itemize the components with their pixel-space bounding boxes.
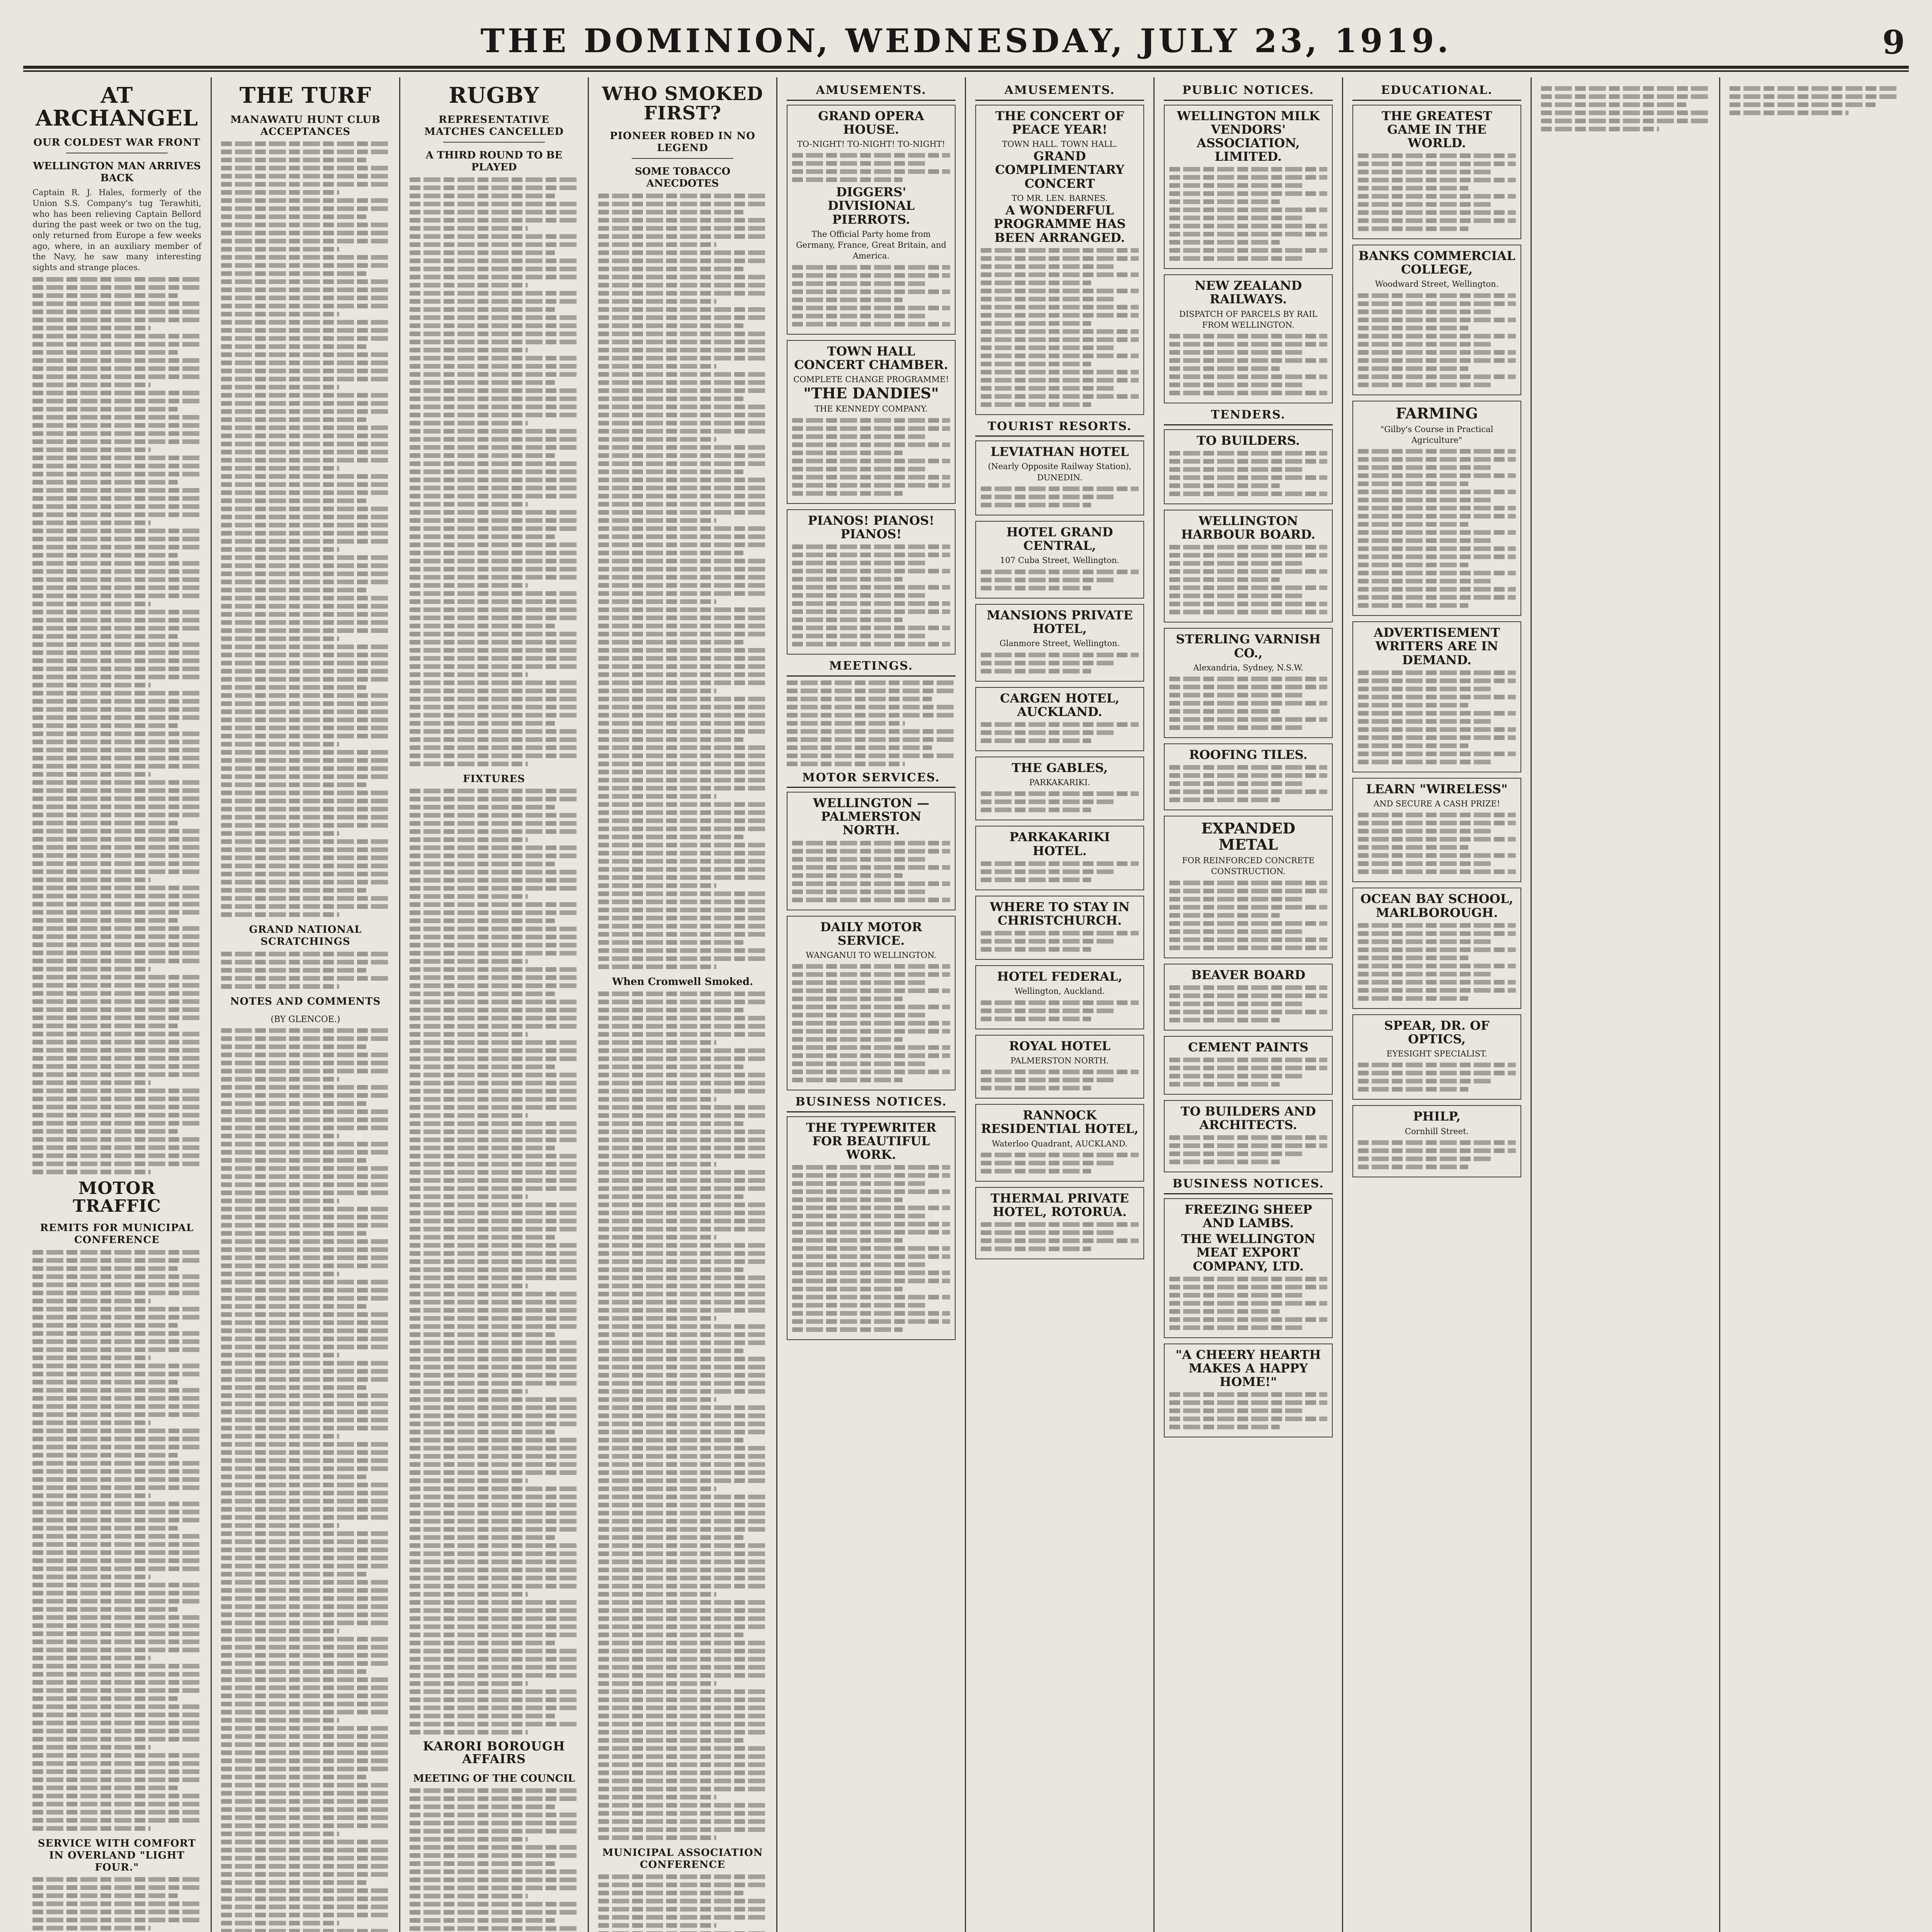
article-subhead: OUR COLDEST WAR FRONT bbox=[33, 136, 201, 148]
article-subhead: REMITS FOR MUNICIPAL CONFERENCE bbox=[40, 1222, 194, 1246]
ad-title: "THE DANDIES" bbox=[803, 384, 939, 402]
ad-title: TO BUILDERS. bbox=[1196, 433, 1300, 448]
ad-line: 107 Cuba Street, Wellington. bbox=[1000, 556, 1120, 565]
advertisement bbox=[1352, 105, 1521, 240]
ad-title: TOWN HALL CONCERT CHAMBER. bbox=[794, 344, 948, 372]
ad-title: WELLINGTON — PALMERSTON NORTH. bbox=[813, 796, 929, 838]
ad-title: EXPANDED METAL bbox=[1201, 820, 1296, 854]
section-heading: AMUSEMENTS. bbox=[787, 84, 956, 101]
ad-title: OCEAN BAY SCHOOL, MARLBOROUGH. bbox=[1360, 891, 1514, 920]
article-body bbox=[221, 1028, 390, 1932]
article-body bbox=[598, 194, 767, 969]
ad-line: TO-NIGHT! TO-NIGHT! TO-NIGHT! bbox=[797, 139, 946, 149]
advertisement bbox=[975, 440, 1144, 515]
ad-line: AND SECURE A CASH PRIZE! bbox=[1373, 799, 1500, 809]
article-subhead: MANAWATU HUNT CLUB ACCEPTANCES bbox=[230, 114, 381, 138]
column-continuation-b bbox=[1720, 77, 1909, 1932]
ad-line: Alexandria, Sydney, N.S.W. bbox=[1193, 663, 1303, 672]
divider bbox=[443, 142, 544, 143]
classified-body bbox=[1730, 86, 1900, 115]
ad-title: BANKS COMMERCIAL COLLEGE, bbox=[1358, 248, 1515, 277]
article-subhead: REPRESENTATIVE MATCHES CANCELLED bbox=[424, 114, 564, 138]
advertisement bbox=[1352, 778, 1521, 883]
ad-line: PALMERSTON NORTH. bbox=[1010, 1056, 1109, 1065]
advertisement bbox=[975, 1104, 1144, 1182]
article-subhead: PIONEER ROBED IN NO LEGEND bbox=[610, 130, 755, 154]
ad-line: PARKAKARIKI. bbox=[1029, 778, 1090, 787]
article-headline: MOTOR TRAFFIC bbox=[73, 1178, 161, 1216]
ad-line: TOWN HALL. TOWN HALL. bbox=[1002, 139, 1117, 149]
ad-title: RANNOCK RESIDENTIAL HOTEL, bbox=[981, 1108, 1139, 1136]
ad-line: Woodward Street, Wellington. bbox=[1375, 279, 1499, 289]
column-amusements-a bbox=[777, 77, 966, 1932]
notice-body bbox=[787, 680, 956, 766]
advertisement bbox=[1164, 274, 1333, 403]
column-archangel bbox=[23, 77, 212, 1932]
ad-line: COMPLETE CHANGE PROGRAMME! bbox=[793, 375, 949, 384]
article-body bbox=[221, 141, 390, 917]
advertisement bbox=[1164, 1344, 1333, 1438]
advertisement bbox=[787, 916, 956, 1091]
ad-title: FARMING bbox=[1396, 404, 1478, 422]
classified-body bbox=[1541, 86, 1710, 131]
ad-title: PIANOS! PIANOS! PIANOS! bbox=[808, 513, 935, 541]
ad-title: LEARN "WIRELESS" bbox=[1366, 781, 1508, 796]
newspaper-title: THE DOMINION, WEDNESDAY, JULY 23, 1919. bbox=[480, 21, 1452, 60]
advertisement bbox=[787, 792, 956, 910]
advertisement bbox=[1164, 1100, 1333, 1172]
column-turf bbox=[212, 77, 400, 1932]
section-heading: PUBLIC NOTICES. bbox=[1164, 84, 1333, 101]
ad-line: WANGANUI TO WELLINGTON. bbox=[806, 950, 937, 960]
article-body bbox=[598, 992, 767, 1840]
advertisement bbox=[787, 1116, 956, 1340]
column-educational bbox=[1343, 77, 1532, 1932]
ad-title: WELLINGTON MILK VENDORS' ASSOCIATION, LIMITED. bbox=[1177, 108, 1320, 164]
ad-title: FREEZING SHEEP AND LAMBS. bbox=[1184, 1202, 1312, 1230]
ad-title: HOTEL GRAND CENTRAL, bbox=[1006, 525, 1113, 553]
advertisement bbox=[1164, 1198, 1333, 1338]
ad-title: "A CHEERY HEARTH MAKES A HAPPY HOME!" bbox=[1175, 1347, 1321, 1389]
ad-title: HOTEL FEDERAL, bbox=[997, 969, 1122, 984]
advertisement bbox=[1164, 105, 1333, 269]
advertisement bbox=[787, 509, 956, 655]
advertisement bbox=[787, 340, 956, 504]
page-columns bbox=[23, 77, 1909, 1932]
ad-line: Glanmore Street, Wellington. bbox=[999, 639, 1120, 648]
article-subhead: GRAND NATIONAL SCRATCHINGS bbox=[249, 924, 362, 948]
ad-line: DISPATCH OF PARCELS BY RAIL FROM WELLINGTON. bbox=[1179, 309, 1318, 330]
ad-line: FOR REINFORCED CONCRETE CONSTRUCTION. bbox=[1182, 855, 1315, 876]
column-continuation-a bbox=[1532, 77, 1720, 1932]
advertisement bbox=[975, 687, 1144, 751]
advertisement bbox=[1164, 816, 1333, 958]
article-headline: KARORI BOROUGH AFFAIRS bbox=[423, 1738, 565, 1767]
article-headline: AT ARCHANGEL bbox=[36, 83, 198, 131]
ad-title: WELLINGTON HARBOUR BOARD. bbox=[1181, 514, 1316, 542]
article-body bbox=[221, 952, 390, 989]
article-body bbox=[32, 1250, 201, 1831]
ad-line: THE KENNEDY COMPANY. bbox=[814, 404, 928, 414]
section-heading: BUSINESS NOTICES. bbox=[1164, 1178, 1333, 1194]
column-public-notices bbox=[1155, 77, 1343, 1932]
article-body bbox=[410, 789, 578, 1735]
ad-title: MANSIONS PRIVATE HOTEL, bbox=[986, 607, 1133, 636]
advertisement bbox=[975, 965, 1144, 1029]
article-subhead: MUNICIPAL ASSOCIATION CONFERENCE bbox=[602, 1847, 763, 1871]
article-subhead: NOTES AND COMMENTS bbox=[230, 995, 381, 1007]
article-body bbox=[32, 277, 201, 1174]
section-heading: AMUSEMENTS. bbox=[975, 84, 1144, 101]
masthead-rule bbox=[23, 70, 1909, 72]
section-heading: MOTOR SERVICES. bbox=[787, 772, 956, 788]
ad-title: A WONDERFUL PROGRAMME HAS BEEN ARRANGED. bbox=[993, 203, 1126, 245]
section-heading: TENDERS. bbox=[1164, 409, 1333, 425]
section-heading: BUSINESS NOTICES. bbox=[787, 1096, 956, 1112]
advertisement bbox=[1164, 429, 1333, 504]
advertisement bbox=[975, 757, 1144, 821]
advertisement bbox=[1352, 888, 1521, 1009]
article-body bbox=[32, 1877, 201, 1932]
ad-title: PHILP, bbox=[1413, 1109, 1461, 1124]
masthead bbox=[23, 15, 1909, 69]
advertisement bbox=[787, 105, 956, 335]
advertisement bbox=[1352, 245, 1521, 395]
article-lead: Captain R. J. Hales, formerly of the Union S.S. Company's tug Terawhiti, who has been relieving Captain Bellord during the past week or two on the tug, only returned from Europe a few weeks ago, where, in an auxiliary member of the Navy, he saw many interesting sights and strange places. bbox=[32, 188, 201, 272]
ad-title: DIGGERS' DIVISIONAL PIERROTS. bbox=[827, 185, 915, 227]
ad-line: TO MR. LEN. BARNES. bbox=[1012, 193, 1108, 203]
ad-title: THE GABLES, bbox=[1012, 760, 1108, 775]
ad-title: GRAND OPERA HOUSE. bbox=[818, 108, 924, 137]
byline: (BY GLENCOE.) bbox=[270, 1014, 340, 1024]
article-subhead: A THIRD ROUND TO BE PLAYED bbox=[425, 150, 563, 173]
article-body bbox=[410, 1788, 578, 1932]
article-subhead: SOME TOBACCO ANECDOTES bbox=[634, 166, 731, 190]
ad-title: SPEAR, DR. OF OPTICS, bbox=[1384, 1018, 1490, 1046]
article-subhead: FIXTURES bbox=[463, 773, 526, 785]
section-heading: MEETINGS. bbox=[787, 660, 956, 677]
advertisement bbox=[1352, 1105, 1521, 1177]
ad-title: GRAND COMPLIMENTARY CONCERT bbox=[995, 149, 1124, 191]
column-amusements-b bbox=[966, 77, 1155, 1932]
ad-line: Cornhill Street. bbox=[1405, 1126, 1469, 1136]
section-heading: EDUCATIONAL. bbox=[1352, 84, 1521, 101]
article-subhead: WELLINGTON MAN ARRIVES BACK bbox=[33, 160, 201, 184]
ad-title: THE WELLINGTON MEAT EXPORT COMPANY, LTD. bbox=[1181, 1231, 1316, 1274]
advertisement bbox=[975, 1035, 1144, 1099]
advertisement bbox=[975, 604, 1144, 682]
article-body bbox=[410, 177, 578, 766]
ad-title: THE GREATEST GAME IN THE WORLD. bbox=[1381, 108, 1492, 150]
article-headline: THE TURF bbox=[239, 83, 372, 108]
advertisement bbox=[975, 1187, 1144, 1259]
article-subhead: When Cromwell Smoked. bbox=[612, 976, 753, 988]
advertisement bbox=[975, 826, 1144, 890]
advertisement bbox=[1164, 628, 1333, 738]
ad-title: ADVERTISEMENT WRITERS ARE IN DEMAND. bbox=[1374, 625, 1500, 667]
ad-line: (Nearly Opposite Railway Station), DUNEDIN. bbox=[988, 462, 1132, 482]
article-subhead: SERVICE WITH COMFORT IN OVERLAND "LIGHT FOUR." bbox=[37, 1837, 196, 1874]
column-who-smoked bbox=[589, 77, 777, 1932]
ad-title: BEAVER BOARD bbox=[1191, 967, 1306, 982]
advertisement bbox=[1352, 401, 1521, 616]
article-headline: WHO SMOKED FIRST? bbox=[602, 83, 764, 124]
advertisement bbox=[1164, 964, 1333, 1031]
advertisement bbox=[975, 521, 1144, 599]
ad-title: NEW ZEALAND RAILWAYS. bbox=[1194, 278, 1302, 307]
article-headline: RUGBY bbox=[449, 83, 539, 108]
ad-title: WHERE TO STAY IN CHRISTCHURCH. bbox=[990, 899, 1130, 928]
advertisement bbox=[1164, 510, 1333, 622]
ad-line: EYESIGHT SPECIALIST. bbox=[1386, 1049, 1487, 1059]
ad-title: PARKAKARIKI HOTEL. bbox=[1009, 830, 1110, 858]
ad-title: DAILY MOTOR SERVICE. bbox=[820, 919, 922, 948]
ad-line: "Gilby's Course in Practical Agriculture" bbox=[1380, 424, 1493, 445]
ad-title: CEMENT PAINTS bbox=[1188, 1039, 1309, 1054]
ad-title: TO BUILDERS AND ARCHITECTS. bbox=[1180, 1104, 1316, 1133]
ad-line: The Official Party home from Germany, France, Great Britain, and America. bbox=[796, 229, 946, 261]
article-subhead: MEETING OF THE COUNCIL bbox=[413, 1772, 575, 1784]
ad-title: CARGEN HOTEL, AUCKLAND. bbox=[1000, 690, 1119, 719]
ad-line: Waterloo Quadrant, AUCKLAND. bbox=[992, 1139, 1128, 1148]
advertisement bbox=[1352, 621, 1521, 772]
ad-title: THE TYPEWRITER FOR BEAUTIFUL WORK. bbox=[806, 1120, 936, 1162]
ad-title: LEVIATHAN HOTEL bbox=[990, 444, 1129, 459]
ad-title: THE CONCERT OF PEACE YEAR! bbox=[995, 108, 1124, 137]
article-body bbox=[598, 1874, 767, 1932]
advertisement bbox=[975, 105, 1144, 415]
section-heading: TOURIST RESORTS. bbox=[975, 420, 1144, 437]
ad-title: THERMAL PRIVATE HOTEL, ROTORUA. bbox=[990, 1190, 1129, 1219]
advertisement bbox=[1164, 1036, 1333, 1095]
advertisement bbox=[1352, 1014, 1521, 1100]
column-rugby bbox=[400, 77, 589, 1932]
ad-title: STERLING VARNISH CO., bbox=[1176, 632, 1321, 660]
advertisement bbox=[975, 896, 1144, 960]
divider bbox=[632, 158, 733, 159]
ad-title: ROOFING TILES. bbox=[1189, 747, 1308, 762]
ad-title: ROYAL HOTEL bbox=[1009, 1038, 1111, 1053]
ad-line: Wellington, Auckland. bbox=[1014, 986, 1105, 996]
advertisement bbox=[1164, 743, 1333, 810]
page-number: 9 bbox=[1882, 23, 1905, 61]
